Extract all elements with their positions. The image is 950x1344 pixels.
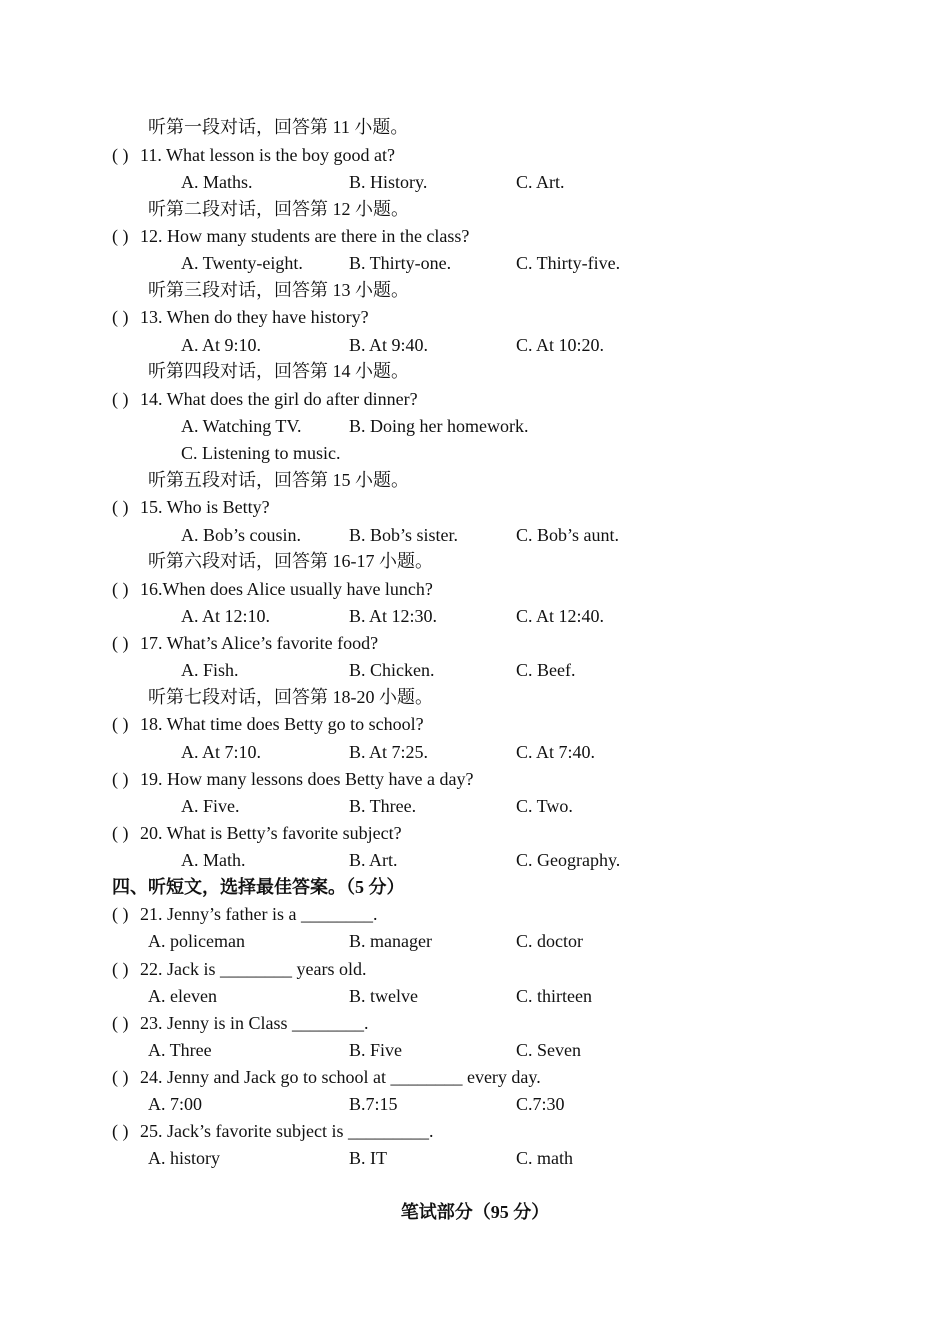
option-24-a: A. 7:00 xyxy=(148,1094,202,1114)
question-21 xyxy=(112,903,377,925)
option-24-b: B.7:15 xyxy=(349,1094,398,1114)
option-11-c: C. Art. xyxy=(516,172,565,192)
answer-blank-18[interactable]: ( ) xyxy=(112,714,129,734)
option-15-c: C. Bob’s aunt. xyxy=(516,525,620,545)
option-18-b: B. At 7:25. xyxy=(349,742,429,762)
option-21-a: A. policeman xyxy=(148,931,245,951)
question-14-text: 14. What does the girl do after dinner? xyxy=(140,389,418,409)
answer-blank-12[interactable]: ( ) xyxy=(112,226,129,246)
option-11-b: B. History. xyxy=(349,172,428,192)
answer-blank-25[interactable]: ( ) xyxy=(112,1121,129,1141)
answer-blank-20[interactable]: ( ) xyxy=(112,823,129,843)
option-22-b: B. twelve xyxy=(349,986,418,1006)
question-24 xyxy=(112,1066,541,1088)
instruction-16-17: 听第六段对话，回答第 16-17 小题。 xyxy=(148,551,433,571)
answer-blank-13[interactable]: ( ) xyxy=(112,307,129,327)
question-25-text: 25. Jack’s favorite subject is _________. xyxy=(140,1121,434,1141)
option-22-c: C. thirteen xyxy=(516,986,592,1006)
question-19 xyxy=(112,768,473,790)
option-13-b: B. At 9:40. xyxy=(349,335,429,355)
written-section-title: 笔试部分（95 分） xyxy=(400,1202,550,1222)
option-21-b: B. manager xyxy=(349,931,432,951)
answer-blank-23[interactable]: ( ) xyxy=(112,1013,129,1033)
instruction-11: 听第一段对话，回答第 11 小题。 xyxy=(148,117,409,137)
option-20-c: C. Geography. xyxy=(516,850,621,870)
option-13-c: C. At 10:20. xyxy=(516,335,605,355)
option-14-a: A. Watching TV. xyxy=(181,416,302,436)
question-25 xyxy=(112,1120,433,1142)
question-13-text: 13. When do they have history? xyxy=(140,307,369,327)
section-4-heading: 四、听短文，选择最佳答案。（5 分） xyxy=(112,877,405,897)
question-22 xyxy=(112,958,366,980)
option-15-a: A. Bob’s cousin. xyxy=(181,525,302,545)
option-17-b: B. Chicken. xyxy=(349,660,435,680)
instruction-18-20: 听第七段对话，回答第 18-20 小题。 xyxy=(148,687,433,707)
question-24-text: 24. Jenny and Jack go to school at ________ every day. xyxy=(140,1067,541,1087)
question-11-text: 11. What lesson is the boy good at? xyxy=(140,145,395,165)
option-17-c: C. Beef. xyxy=(516,660,576,680)
answer-blank-17[interactable]: ( ) xyxy=(112,633,129,653)
option-18-a: A. At 7:10. xyxy=(181,742,262,762)
question-16 xyxy=(112,578,433,600)
option-24-c: C.7:30 xyxy=(516,1094,565,1114)
answer-blank-16[interactable]: ( ) xyxy=(112,579,129,599)
option-25-c: C. math xyxy=(516,1148,573,1168)
answer-blank-19[interactable]: ( ) xyxy=(112,769,129,789)
option-21-c: C. doctor xyxy=(516,931,583,951)
question-13 xyxy=(112,306,369,328)
option-13-a: A. At 9:10. xyxy=(181,335,262,355)
option-22-a: A. eleven xyxy=(148,986,217,1006)
option-16-a: A. At 12:10. xyxy=(181,606,271,626)
answer-blank-14[interactable]: ( ) xyxy=(112,389,129,409)
instruction-15: 听第五段对话，回答第 15 小题。 xyxy=(148,470,409,490)
question-15 xyxy=(112,496,270,518)
option-23-a: A. Three xyxy=(148,1040,212,1060)
option-19-a: A. Five. xyxy=(181,796,240,816)
option-23-c: C. Seven xyxy=(516,1040,581,1060)
option-19-c: C. Two. xyxy=(516,796,573,816)
question-21-text: 21. Jenny’s father is a ________. xyxy=(140,904,378,924)
option-23-b: B. Five xyxy=(349,1040,403,1060)
option-12-c: C. Thirty-five. xyxy=(516,253,621,273)
option-18-c: C. At 7:40. xyxy=(516,742,596,762)
option-11-a: A. Maths. xyxy=(181,172,253,192)
option-12-a: A. Twenty-eight. xyxy=(181,253,303,273)
instruction-12: 听第二段对话，回答第 12 小题。 xyxy=(148,199,409,219)
question-17-text: 17. What’s Alice’s favorite food? xyxy=(140,633,379,653)
option-15-b: B. Bob’s sister. xyxy=(349,525,459,545)
question-15-text: 15. Who is Betty? xyxy=(140,497,270,517)
option-19-b: B. Three. xyxy=(349,796,417,816)
question-20-text: 20. What is Betty’s favorite subject? xyxy=(140,823,402,843)
question-23 xyxy=(112,1012,369,1034)
question-22-text: 22. Jack is ________ years old. xyxy=(140,959,367,979)
question-16-text: 16.When does Alice usually have lunch? xyxy=(140,579,433,599)
option-25-a: A. history xyxy=(148,1148,220,1168)
option-20-b: B. Art. xyxy=(349,850,398,870)
option-25-b: B. IT xyxy=(349,1148,387,1168)
question-23-text: 23. Jenny is in Class ________. xyxy=(140,1013,369,1033)
question-11 xyxy=(112,144,395,166)
option-14-b: B. Doing her homework. xyxy=(349,416,529,436)
answer-blank-24[interactable]: ( ) xyxy=(112,1067,129,1087)
question-19-text: 19. How many lessons does Betty have a day? xyxy=(140,769,474,789)
instruction-13: 听第三段对话，回答第 13 小题。 xyxy=(148,280,409,300)
option-16-c: C. At 12:40. xyxy=(516,606,605,626)
question-18-text: 18. What time does Betty go to school? xyxy=(140,714,424,734)
question-17 xyxy=(112,632,378,654)
answer-blank-21[interactable]: ( ) xyxy=(112,904,129,924)
option-16-b: B. At 12:30. xyxy=(349,606,438,626)
instruction-14: 听第四段对话，回答第 14 小题。 xyxy=(148,361,409,381)
option-17-a: A. Fish. xyxy=(181,660,239,680)
option-20-a: A. Math. xyxy=(181,850,246,870)
option-14-c: C. Listening to music. xyxy=(181,443,341,463)
question-14 xyxy=(112,388,418,410)
option-12-b: B. Thirty-one. xyxy=(349,253,452,273)
answer-blank-15[interactable]: ( ) xyxy=(112,497,129,517)
question-12-text: 12. How many students are there in the class? xyxy=(140,226,470,246)
question-20 xyxy=(112,822,402,844)
question-18 xyxy=(112,713,424,735)
answer-blank-11[interactable]: ( ) xyxy=(112,145,129,165)
question-12 xyxy=(112,225,469,247)
answer-blank-22[interactable]: ( ) xyxy=(112,959,129,979)
